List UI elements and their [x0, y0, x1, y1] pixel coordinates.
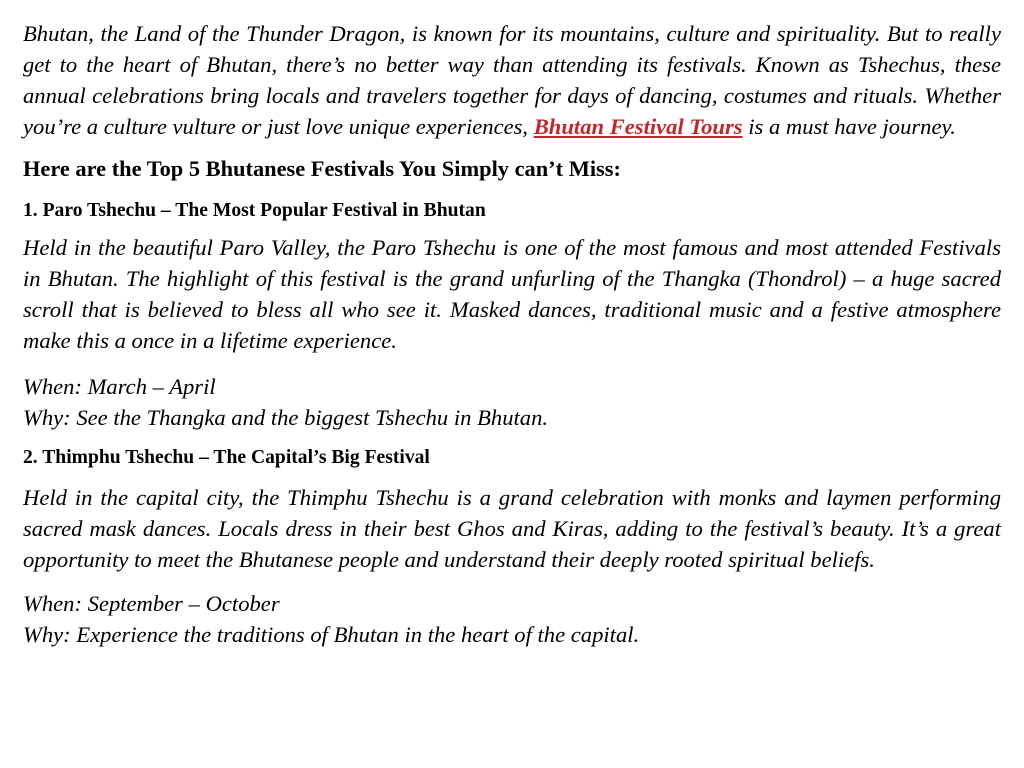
festival-why: Why: See the Thangka and the biggest Tshechu in Bhutan.: [23, 405, 549, 430]
festival-meta: [23, 371, 1001, 433]
document-page: [23, 18, 1001, 650]
festival-when: When: March – April: [23, 374, 216, 399]
intro-text-after-link: is a must have journey.: [742, 114, 956, 139]
main-heading: Here are the Top 5 Bhutanese Festivals You Simply can’t Miss:: [23, 156, 621, 181]
festival-section-paro: [23, 198, 1001, 433]
intro-text-before-link: Bhutan, the Land of the Thunder Dragon, is known for its mountains, culture and spirituality. But to really get to the heart of Bhutan, there’s no better way than attending its festivals. Known as Tshechus, these annual celebrations bring locals and travelers together for days of dancing, costumes and rituals. Whether you’re a culture vulture or just love unique experiences,: [23, 21, 1001, 139]
festival-meta: [23, 588, 1001, 650]
intro-paragraph: [23, 18, 1001, 142]
festival-section-thimphu: [23, 445, 1001, 650]
festival-title: 2. Thimphu Tshechu – The Capital’s Big Festival: [23, 447, 430, 468]
festival-when: When: September – October: [23, 591, 280, 616]
festival-why: Why: Experience the traditions of Bhutan in the heart of the capital.: [23, 622, 640, 647]
festival-description: Held in the capital city, the Thimphu Tshechu is a grand celebration with monks and laymen performing sacred mask dances. Locals dress in their best Ghos and Kiras, adding to the festival’s beauty. It’s a great opportunity to meet the Bhutanese people and understand their deeply rooted spiritual beliefs.: [23, 485, 1001, 572]
bhutan-festival-tours-link[interactable]: Bhutan Festival Tours: [533, 114, 743, 139]
festival-title: 1. Paro Tshechu – The Most Popular Festival in Bhutan: [23, 200, 486, 221]
festival-description: Held in the beautiful Paro Valley, the Paro Tshechu is one of the most famous and most attended Festivals in Bhutan. The highlight of this festival is the grand unfurling of the Thangka (Thondrol) – a huge sacred scroll that is believed to bless all who see it. Masked dances, traditional music and a festive atmosphere make this a once in a lifetime experience.: [23, 235, 1001, 353]
